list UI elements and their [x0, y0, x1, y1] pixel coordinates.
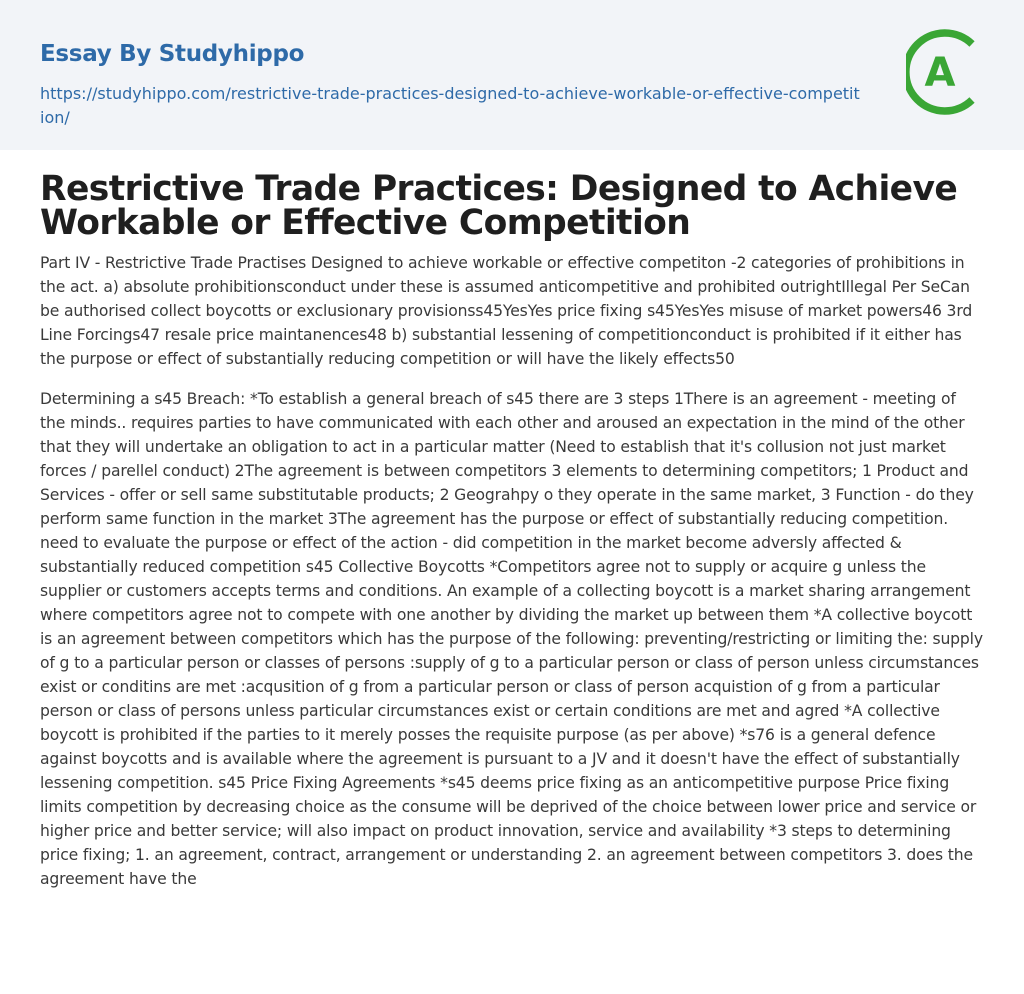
- article-title: Restrictive Trade Practices: Designed to Achieve Workable or Effective Competition: [40, 169, 958, 243]
- logo-letter: A: [924, 50, 956, 96]
- article-paragraph: Part IV - Restrictive Trade Practises Designed to achieve workable or effective competiton -2 categories of prohibitions in the act. a) absolute prohibitionsconduct under these is assumed anticompetitive and prohibited outrightIllegal Per SeCan be authorised collect boycotts or exclusionary provisionss45YesYes price fixing s45YesYes misuse of market powers46 3rd Line Forcings47 resale price maintanences48 b) substantial lessening of competitionconduct is prohibited if it either has the purpose or effect of substantially reducing competition or will have the likely effects50: [40, 254, 973, 368]
- essay-url-link[interactable]: https://studyhippo.com/restrictive-trade-practices-designed-to-achieve-workable-or-effective-competition/: [40, 84, 860, 127]
- article: [0, 169, 1024, 891]
- article-paragraph: Determining a s45 Breach: *To establish a general breach of s45 there are 3 steps 1There is an agreement - meeting of the minds.. requires parties to have communicated with each other and aroused an expectation in the mind of the other that they will undertake an obligation to act in a particular matter (Need to establish that it's collusion not just market forces / parellel conduct) 2The agreement is between competitors 3 elements to determining competitors; 1 Product and Services - offer or sell same substitutable products; 2 Geograhpy o they operate in the same market, 3 Function - do they perform same function in the market 3The agreement has the purpose or effect of substantially reducing competition. need to evaluate the purpose or effect of the action - did competition in the market become adversly affected & substantially reduced competition s45 Collective Boycotts *Competitors agree not to supply or acquire g unless the supplier or customers accepts terms and conditions. An example of a collecting boycott is a market sharing arrangement where competitors agree not to compete with one another by dividing the market up between them *A collective boycott is an agreement between competitors which has the purpose of the following: preventing/restricting or limiting the: supply of g to a particular person or classes of persons :supply of g to a particular person or class of person unless circumstances exist or conditins are met :acqusition of g from a particular person or class of person acquistion of g from a particular person or class of persons unless particular circumstances exist or certain conditions are met and agred *A collective boycott is prohibited if the parties to it merely posses the requisite purpose (as per above) *s76 is a general defence against boycotts and is available where the agreement is pursuant to a JV and it doesn't have the effect of substantially lessening competition. s45 Price Fixing Agreements *s45 deems price fixing as an anticompetitive purpose Price fixing limits competition by decreasing choice as the consume will be deprived of the choice between lower price and service or higher price and better service; will also impact on product innovation, service and availability *3 steps to determining price fixing; 1. an agreement, contract, arrangement or understanding 2. an agreement between competitors 3. does the agreement have the: [40, 390, 983, 888]
- site-header: [0, 0, 1024, 150]
- studyhippo-logo-icon[interactable]: [906, 28, 990, 116]
- brand-title[interactable]: Essay By Studyhippo: [40, 41, 305, 67]
